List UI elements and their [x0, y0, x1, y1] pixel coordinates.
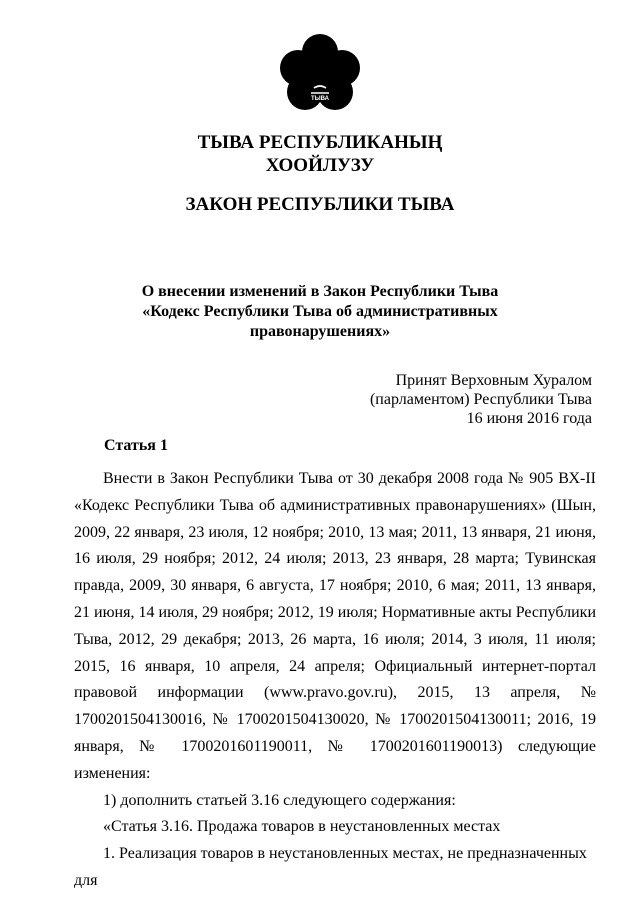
law-subject-title: [0, 282, 640, 342]
list-item: 1) дополнить статьей 3.16 следующего содержания:: [103, 791, 456, 809]
adoption-line-1: Принят Верховным Хуралом: [395, 372, 592, 389]
article-body: [74, 466, 596, 895]
law-title: ЗАКОН РЕСПУБЛИКИ ТЫВА: [185, 194, 455, 215]
heading-line-1: ТЫВА РЕСПУБЛИКАНЫҢ: [197, 132, 443, 153]
heading-line-2: ХООЙЛУЗУ: [265, 155, 375, 176]
adoption-note: [272, 371, 592, 428]
republic-law-heading: [0, 131, 640, 177]
article-paragraph: Внести в Закон Республики Тыва от 30 декабря 2008 года № 905 ВХ-II «Кодекс Республики Тыва об административных правонарушениях» (Шын, 2009, 22 января, 23 июля, 12 ноября; 2010, 13 мая; 2011, 13 января, 21 июня, 16 июля, 29 ноября; 2012, 24 июля; 2013, 23 января, 28 марта; Тувинская правда, 2009, 30 января, 6 августа, 17 ноября; 2010, 6 мая; 2011, 13 января, 21 июня, 14 июля, 29 ноября; 2012, 19 июля; Нормативные акты Республики Тыва, 2012, 29 декабря; 2013, 26 марта, 16 июля; 2014, 3 июля, 11 июля; 2015, 16 января, 10 апреля, 24 апреля; Официальный интернет-портал правовой информации (www.pravo.gov.ru), 2015, 13 апреля, № 1700201504130016, № 1700201504130020, № 1700201504130011; 2016, 19 января, № 1700201601190011, № 1700201601190013) следующие изменения:: [74, 470, 596, 782]
subject-line-2: «Кодекс Республики Тыва об административных: [142, 303, 498, 320]
subject-line-3: правонарушениях»: [249, 323, 391, 340]
subject-line-1: О внесении изменений в Закон Республики Тыва: [141, 283, 499, 300]
clause-paragraph: 1. Реализация товаров в неустановленных местах, не предназначенных для: [74, 845, 587, 889]
article-heading: Статья 1: [104, 437, 168, 454]
emblem-icon: [270, 30, 370, 120]
emblem-text: ТЫВА: [311, 96, 329, 102]
adoption-date: 16 июня 2016 года: [466, 410, 592, 427]
adoption-line-2: (парламентом) Республики Тыва: [369, 391, 592, 408]
quoted-article-heading: «Статья 3.16. Продажа товаров в неустановленных местах: [103, 818, 501, 836]
